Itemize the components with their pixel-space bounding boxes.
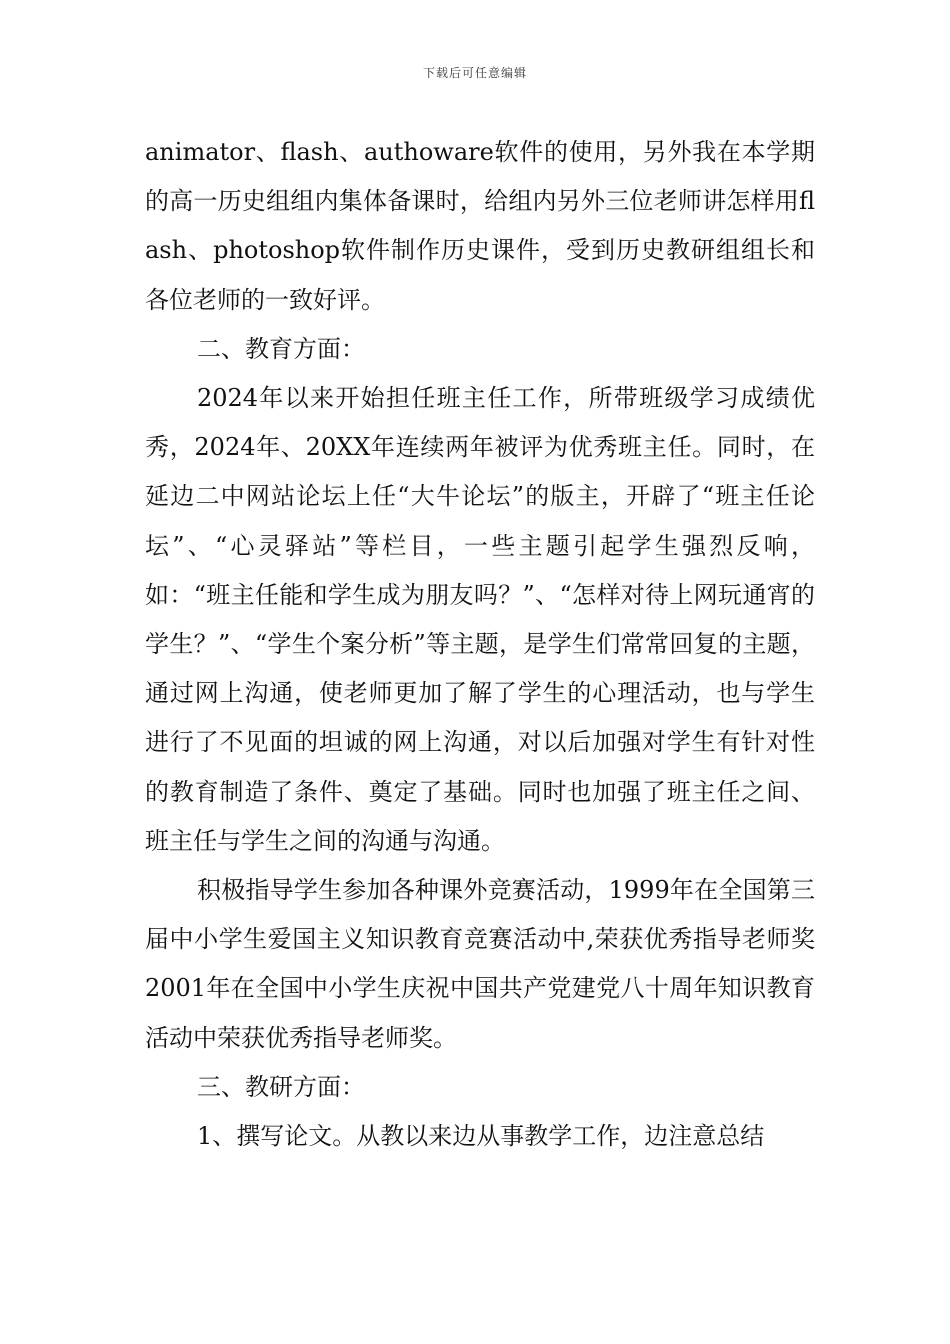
paragraph-competitions: 积极指导学生参加各种课外竞赛活动，1999年在全国第三届中小学生爱国主义知识教育竞赛活动中,荣获优秀指导老师奖2001年在全国中小学生庆祝中国共产党建党八十周年知识教育活动中荣获优秀指导老师奖。 (145, 876, 815, 1052)
section-heading-research: 三、教研方面： (197, 1072, 365, 1101)
page-header: 下载后可任意编辑 (422, 66, 527, 80)
paragraph-software-usage: animator、flash、authoware软件的使用，另外我在本学期的高一历史组组内集体备课时，给组内另外三位老师讲怎样用flash、photoshop软件制作历史课件，受到历史教研组组长和各位老师的一致好评。 (145, 138, 815, 314)
section-heading-education: 二、教育方面： (197, 334, 365, 363)
paragraph-class-teacher: 2024年以来开始担任班主任工作，所带班级学习成绩优秀，2024年、20XX年连续两年被评为优秀班主任。同时，在延边二中网站论坛上任“大牛论坛”的版主，开辟了“班主任论坛”、“心灵驿站”等栏目，一些主题引起学生强烈反响，如：“班主任能和学生成为朋友吗？”、“怎样对待上网玩通宵的学生？”、“学生个案分析”等主题，是学生们常常回复的主题，通过网上沟通，使老师更加了解了学生的心理活动，也与学生进行了不见面的坦诚的网上沟通，对以后加强对学生有针对性的教育制造了条件、奠定了基础。同时也加强了班主任之间、班主任与学生之间的沟通与沟通。 (145, 384, 815, 855)
document-body (145, 128, 815, 1161)
paragraph-papers: 1、撰写论文。从教以来边从事教学工作，边注意总结 (197, 1122, 765, 1151)
